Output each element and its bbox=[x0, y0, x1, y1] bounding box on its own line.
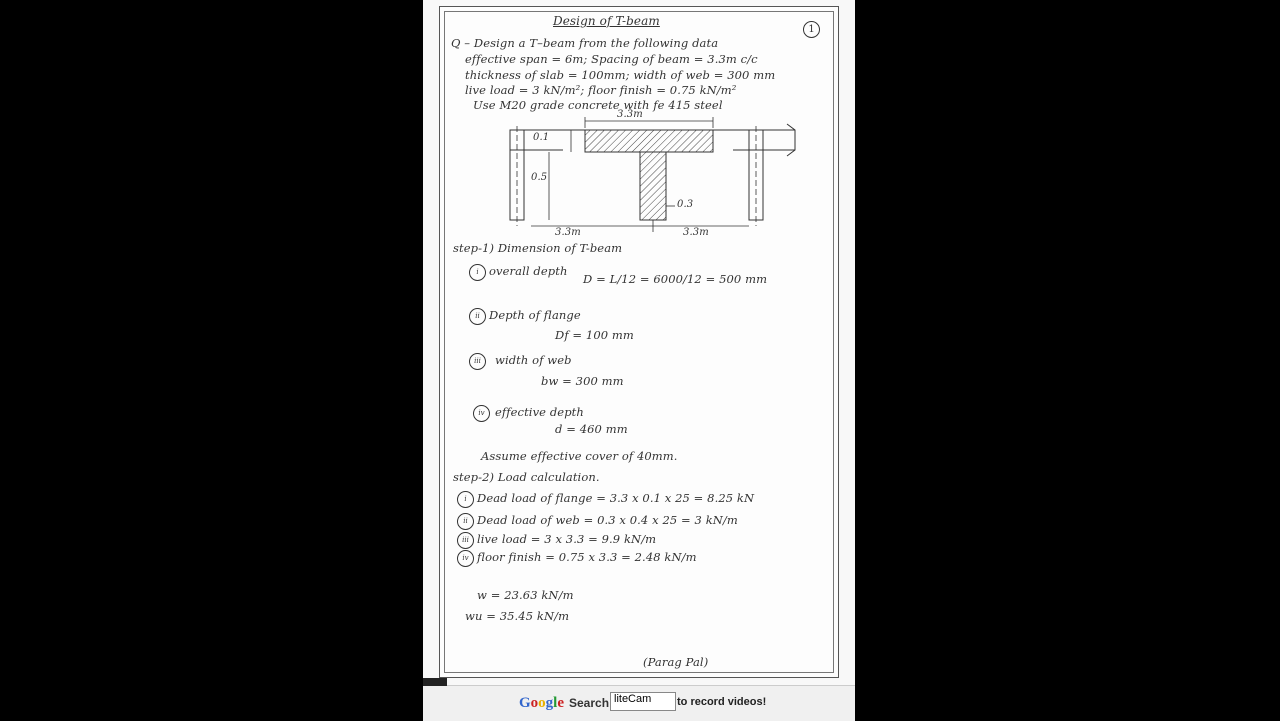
question-line-4: live load = 3 kN/m²; floor finish = 0.75 kN/m² bbox=[465, 83, 737, 97]
marker-iii: iii bbox=[469, 353, 486, 370]
notebook-page bbox=[439, 6, 839, 678]
record-videos-link[interactable]: to record videos! bbox=[677, 696, 767, 708]
search-label: Search bbox=[569, 696, 610, 710]
author-signature: (Parag Pal) bbox=[643, 655, 709, 669]
question-line-5: Use M20 grade concrete with fe 415 steel bbox=[473, 98, 723, 112]
t-beam-diagram bbox=[505, 116, 805, 246]
google-letter: o bbox=[538, 695, 546, 711]
google-letter: o bbox=[530, 695, 539, 711]
span-left-label: 3.3m bbox=[555, 227, 581, 238]
cover-note: Assume effective cover of 40mm. bbox=[481, 449, 678, 463]
marker-i: i bbox=[469, 264, 486, 281]
page-border bbox=[444, 11, 834, 673]
google-logo[interactable] bbox=[519, 695, 564, 712]
marker-load-i: i bbox=[457, 491, 474, 508]
total-load: w = 23.63 kN/m bbox=[477, 588, 574, 602]
page-title: Design of T-beam bbox=[553, 14, 660, 28]
page-number: 1 bbox=[803, 21, 820, 38]
web-width-text: width of web bbox=[495, 353, 572, 367]
marker-load-ii: ii bbox=[457, 513, 474, 530]
web-width-value: bw = 300 mm bbox=[541, 374, 624, 388]
live-load: live load = 3 x 3.3 = 9.9 kN/m bbox=[477, 532, 657, 546]
overall-depth-label: 0.5 bbox=[531, 172, 548, 183]
factored-load: wu = 35.45 kN/m bbox=[465, 609, 570, 623]
t-beam-web bbox=[640, 152, 666, 220]
flange-width-label: 3.3m bbox=[617, 109, 643, 120]
litecam-toolbar bbox=[423, 685, 855, 721]
google-letter: l bbox=[553, 695, 558, 711]
question-line-1: Q – Design a T–beam from the following data bbox=[451, 36, 719, 50]
effective-depth-value: d = 460 mm bbox=[555, 422, 628, 436]
marker-load-iii: iii bbox=[457, 532, 474, 549]
effective-depth-text: effective depth bbox=[495, 405, 584, 419]
document-viewer bbox=[423, 0, 855, 720]
overall-depth-formula: D = L/12 = 6000/12 = 500 mm bbox=[583, 272, 768, 286]
floor-finish-load: floor finish = 0.75 x 3.3 = 2.48 kN/m bbox=[477, 550, 697, 564]
flange-depth-value: Df = 100 mm bbox=[555, 328, 634, 342]
web-dead-load: Dead load of web = 0.3 x 0.4 x 25 = 3 kN/m bbox=[477, 513, 738, 527]
marker-iv: iv bbox=[473, 405, 490, 422]
question-line-3: thickness of slab = 100mm; width of web = 300 mm bbox=[465, 68, 776, 82]
google-letter: e bbox=[557, 695, 565, 711]
toolbar-edge bbox=[423, 678, 447, 686]
google-letter: g bbox=[545, 695, 554, 711]
flange-depth-text: Depth of flange bbox=[489, 308, 581, 322]
flange-depth-label: 0.1 bbox=[533, 132, 550, 143]
marker-load-iv: iv bbox=[457, 550, 474, 567]
marker-ii: ii bbox=[469, 308, 486, 325]
web-width-label: 0.3 bbox=[677, 199, 694, 210]
search-input[interactable]: liteCam bbox=[610, 692, 676, 711]
flange-dead-load: Dead load of flange = 3.3 x 0.1 x 25 = 8.25 kN bbox=[477, 491, 755, 505]
step2-heading: step-2) Load calculation. bbox=[453, 470, 600, 484]
span-right-label: 3.3m bbox=[683, 227, 709, 238]
step1-heading: step-1) Dimension of T-beam bbox=[453, 241, 623, 255]
overall-depth-text: overall depth bbox=[489, 264, 568, 278]
question-line-2: effective span = 6m; Spacing of beam = 3.3m c/c bbox=[465, 52, 758, 66]
t-beam-flange bbox=[585, 130, 713, 152]
google-letter: G bbox=[519, 695, 531, 711]
